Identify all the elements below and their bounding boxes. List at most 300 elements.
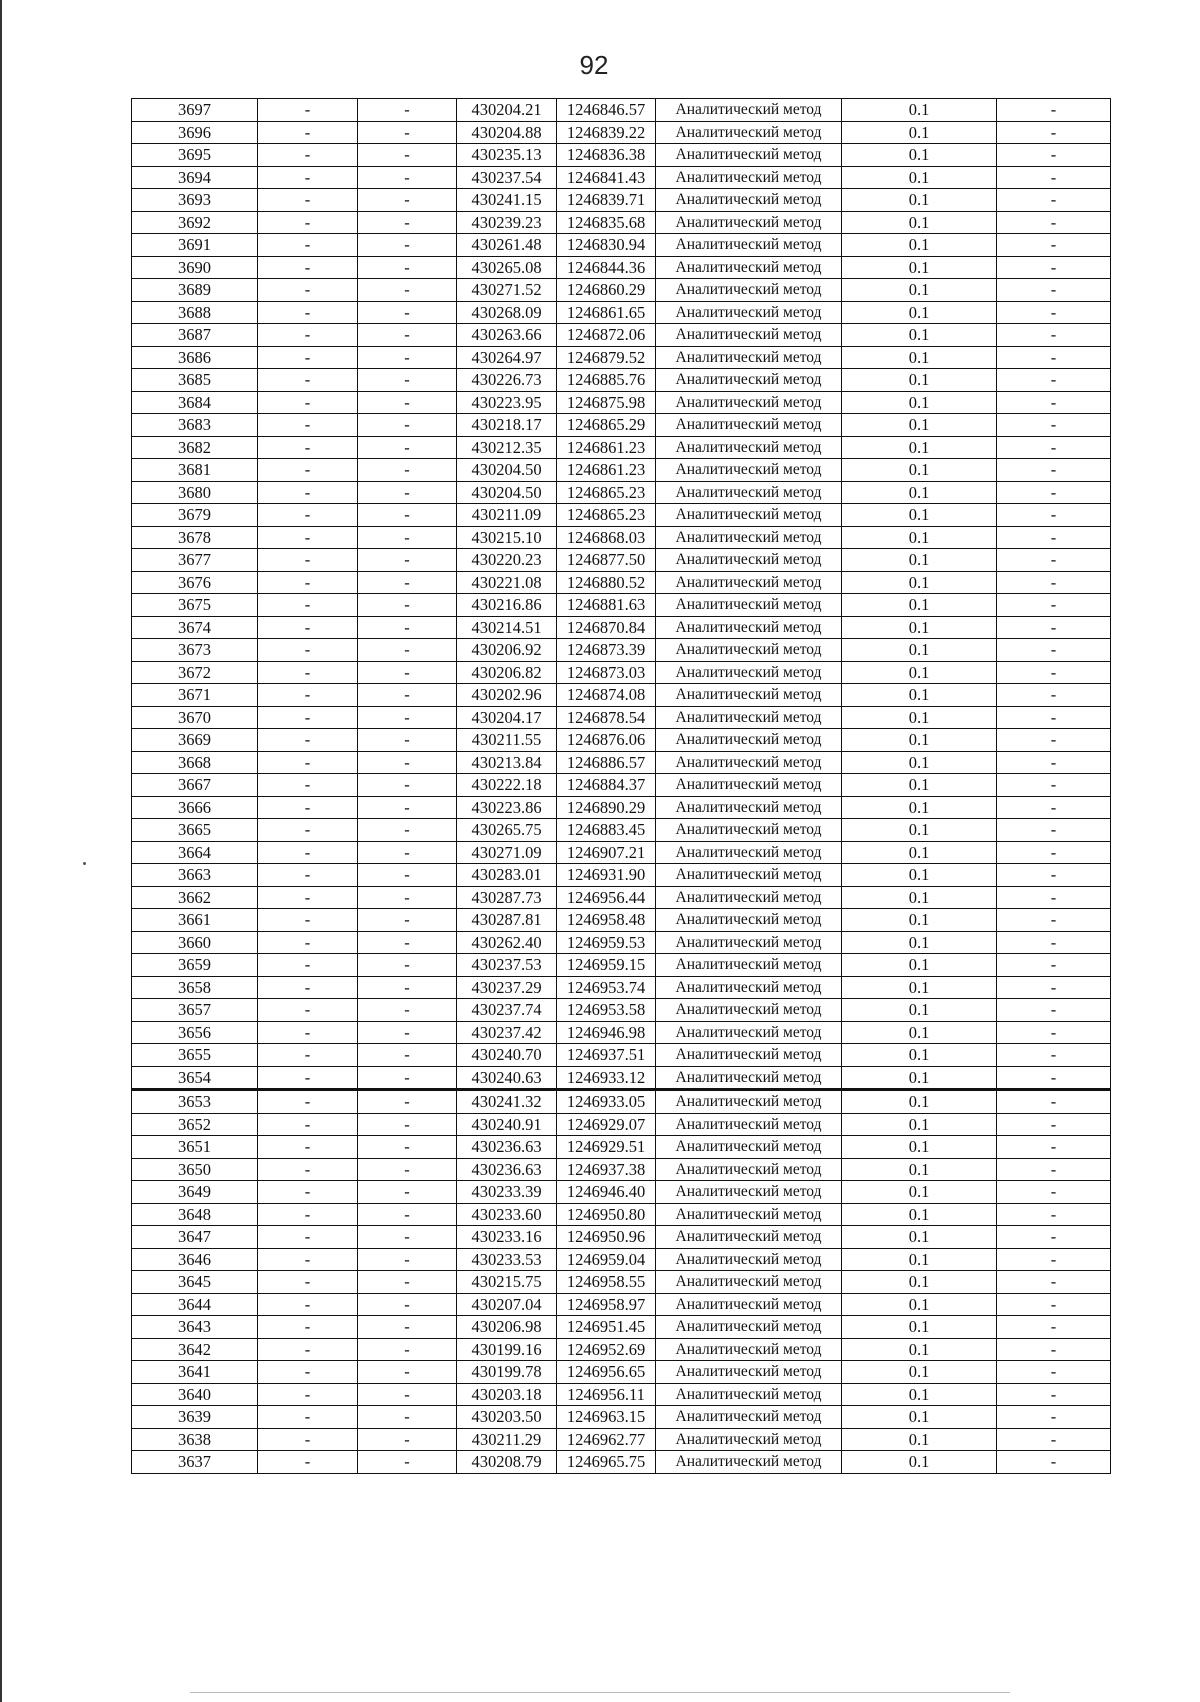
cell-col-h: - [997,1248,1111,1271]
table-row [132,1406,1111,1429]
table-row [132,1158,1111,1181]
cell-method: Аналитический метод [656,954,842,977]
cell-coord-y: 1246873.39 [557,639,656,662]
table-row [132,346,1111,369]
cell-point-number: 3640 [132,1383,258,1406]
cell-col-h: - [997,549,1111,572]
table-row [132,751,1111,774]
table-row [132,661,1111,684]
cell-col-b: - [258,1451,358,1474]
cell-col-b: - [258,751,358,774]
cell-point-number: 3671 [132,684,258,707]
cell-point-number: 3695 [132,144,258,167]
cell-method: Аналитический метод [656,256,842,279]
cell-col-h: - [997,931,1111,954]
table-row [132,1316,1111,1339]
cell-coord-y: 1246933.05 [557,1090,656,1114]
cell-coord-x: 430199.16 [457,1338,557,1361]
cell-method: Аналитический метод [656,481,842,504]
cell-accuracy: 0.1 [842,571,997,594]
cell-col-c: - [358,1316,457,1339]
table-row [132,166,1111,189]
cell-col-b: - [258,1044,358,1067]
cell-method: Аналитический метод [656,1406,842,1429]
cell-point-number: 3681 [132,459,258,482]
cell-point-number: 3655 [132,1044,258,1067]
cell-accuracy: 0.1 [842,144,997,167]
cell-coord-x: 430206.82 [457,661,557,684]
cell-col-h: - [997,571,1111,594]
table-row [132,1226,1111,1249]
cell-coord-x: 430211.55 [457,729,557,752]
table-body [132,99,1111,1474]
cell-coord-y: 1246839.22 [557,121,656,144]
cell-coord-x: 430233.53 [457,1248,557,1271]
cell-method: Аналитический метод [656,1136,842,1159]
cell-coord-y: 1246865.23 [557,481,656,504]
cell-col-h: - [997,954,1111,977]
cell-accuracy: 0.1 [842,931,997,954]
cell-point-number: 3650 [132,1158,258,1181]
cell-col-c: - [358,481,457,504]
cell-coord-x: 430204.17 [457,706,557,729]
cell-col-b: - [258,886,358,909]
cell-col-c: - [358,504,457,527]
cell-coord-y: 1246962.77 [557,1428,656,1451]
cell-method: Аналитический метод [656,1248,842,1271]
cell-col-c: - [358,819,457,842]
cell-method: Аналитический метод [656,684,842,707]
cell-col-h: - [997,1271,1111,1294]
cell-point-number: 3697 [132,99,258,122]
cell-point-number: 3659 [132,954,258,977]
cell-col-b: - [258,346,358,369]
cell-col-b: - [258,391,358,414]
cell-method: Аналитический метод [656,931,842,954]
cell-point-number: 3653 [132,1090,258,1114]
cell-col-b: - [258,684,358,707]
cell-method: Аналитический метод [656,1226,842,1249]
cell-col-h: - [997,1044,1111,1067]
cell-col-c: - [358,909,457,932]
cell-col-h: - [997,256,1111,279]
cell-col-b: - [258,481,358,504]
cell-method: Аналитический метод [656,729,842,752]
cell-coord-x: 430268.09 [457,301,557,324]
cell-col-c: - [358,1113,457,1136]
cell-col-c: - [358,729,457,752]
cell-col-c: - [358,1090,457,1114]
table-row [132,1021,1111,1044]
cell-method: Аналитический метод [656,234,842,257]
table-row [132,436,1111,459]
cell-accuracy: 0.1 [842,999,997,1022]
cell-col-b: - [258,234,358,257]
cell-coord-x: 430208.79 [457,1451,557,1474]
cell-coord-x: 430212.35 [457,436,557,459]
cell-coord-x: 430237.42 [457,1021,557,1044]
cell-method: Аналитический метод [656,1203,842,1226]
cell-method: Аналитический метод [656,144,842,167]
cell-col-h: - [997,346,1111,369]
cell-col-c: - [358,706,457,729]
cell-method: Аналитический метод [656,639,842,662]
cell-accuracy: 0.1 [842,1090,997,1114]
cell-col-c: - [358,234,457,257]
cell-point-number: 3696 [132,121,258,144]
cell-col-h: - [997,1113,1111,1136]
cell-coord-y: 1246929.51 [557,1136,656,1159]
cell-point-number: 3676 [132,571,258,594]
cell-col-c: - [358,1021,457,1044]
cell-col-c: - [358,841,457,864]
cell-method: Аналитический метод [656,774,842,797]
table-row [132,279,1111,302]
cell-col-b: - [258,1113,358,1136]
cell-col-h: - [997,481,1111,504]
cell-point-number: 3679 [132,504,258,527]
table-row [132,1248,1111,1271]
cell-method: Аналитический метод [656,1316,842,1339]
cell-col-b: - [258,706,358,729]
cell-accuracy: 0.1 [842,1271,997,1294]
table-row [132,1383,1111,1406]
cell-col-b: - [258,144,358,167]
cell-coord-y: 1246865.29 [557,414,656,437]
cell-accuracy: 0.1 [842,526,997,549]
cell-coord-x: 430237.53 [457,954,557,977]
cell-col-c: - [358,774,457,797]
cell-col-c: - [358,1158,457,1181]
cell-coord-x: 430199.78 [457,1361,557,1384]
cell-point-number: 3673 [132,639,258,662]
cell-point-number: 3682 [132,436,258,459]
cell-col-h: - [997,616,1111,639]
cell-coord-y: 1246956.44 [557,886,656,909]
cell-accuracy: 0.1 [842,234,997,257]
cell-coord-x: 430283.01 [457,864,557,887]
cell-accuracy: 0.1 [842,639,997,662]
cell-coord-x: 430226.73 [457,369,557,392]
cell-col-c: - [358,279,457,302]
cell-method: Аналитический метод [656,459,842,482]
cell-accuracy: 0.1 [842,886,997,909]
cell-coord-x: 430265.75 [457,819,557,842]
cell-accuracy: 0.1 [842,301,997,324]
left-scan-edge [0,0,2,1702]
cell-col-h: - [997,301,1111,324]
table-row [132,526,1111,549]
table-row [132,549,1111,572]
cell-col-c: - [358,1271,457,1294]
cell-coord-x: 430271.52 [457,279,557,302]
cell-method: Аналитический метод [656,571,842,594]
cell-coord-x: 430214.51 [457,616,557,639]
cell-coord-y: 1246877.50 [557,549,656,572]
cell-coord-x: 430203.18 [457,1383,557,1406]
cell-coord-x: 430236.63 [457,1136,557,1159]
cell-method: Аналитический метод [656,1338,842,1361]
cell-col-b: - [258,594,358,617]
cell-coord-x: 430222.18 [457,774,557,797]
table-row [132,1136,1111,1159]
cell-point-number: 3689 [132,279,258,302]
table-row [132,504,1111,527]
cell-point-number: 3644 [132,1293,258,1316]
cell-col-c: - [358,864,457,887]
cell-coord-x: 430240.91 [457,1113,557,1136]
cell-col-b: - [258,1181,358,1204]
cell-col-c: - [358,1293,457,1316]
cell-coord-y: 1246890.29 [557,796,656,819]
cell-method: Аналитический метод [656,211,842,234]
table-row [132,931,1111,954]
table-row [132,121,1111,144]
cell-method: Аналитический метод [656,796,842,819]
cell-coord-y: 1246844.36 [557,256,656,279]
cell-coord-y: 1246958.97 [557,1293,656,1316]
cell-col-h: - [997,369,1111,392]
cell-col-h: - [997,751,1111,774]
cell-method: Аналитический метод [656,1090,842,1114]
cell-col-c: - [358,121,457,144]
cell-col-b: - [258,1158,358,1181]
cell-accuracy: 0.1 [842,414,997,437]
cell-col-c: - [358,459,457,482]
cell-accuracy: 0.1 [842,751,997,774]
cell-coord-x: 430235.13 [457,144,557,167]
cell-coord-x: 430271.09 [457,841,557,864]
cell-coord-y: 1246861.23 [557,436,656,459]
cell-coord-y: 1246873.03 [557,661,656,684]
cell-method: Аналитический метод [656,1271,842,1294]
cell-method: Аналитический метод [656,549,842,572]
table-row [132,1203,1111,1226]
cell-col-h: - [997,639,1111,662]
cell-method: Аналитический метод [656,819,842,842]
cell-coord-y: 1246959.04 [557,1248,656,1271]
cell-method: Аналитический метод [656,189,842,212]
cell-method: Аналитический метод [656,279,842,302]
cell-col-b: - [258,121,358,144]
cell-coord-x: 430262.40 [457,931,557,954]
cell-point-number: 3666 [132,796,258,819]
cell-col-b: - [258,1406,358,1429]
cell-coord-y: 1246883.45 [557,819,656,842]
cell-method: Аналитический метод [656,1428,842,1451]
cell-point-number: 3690 [132,256,258,279]
table-row [132,1361,1111,1384]
cell-col-h: - [997,909,1111,932]
cell-accuracy: 0.1 [842,796,997,819]
table-row [132,391,1111,414]
cell-col-b: - [258,616,358,639]
table-row [132,1113,1111,1136]
table-row [132,1090,1111,1114]
cell-accuracy: 0.1 [842,99,997,122]
cell-col-b: - [258,459,358,482]
cell-col-h: - [997,841,1111,864]
cell-coord-x: 430221.08 [457,571,557,594]
cell-col-b: - [258,999,358,1022]
page-number: 92 [579,50,609,80]
cell-method: Аналитический метод [656,166,842,189]
cell-col-b: - [258,526,358,549]
cell-point-number: 3685 [132,369,258,392]
table-row [132,684,1111,707]
cell-col-b: - [258,796,358,819]
cell-method: Аналитический метод [656,886,842,909]
cell-coord-x: 430207.04 [457,1293,557,1316]
cell-point-number: 3678 [132,526,258,549]
cell-col-c: - [358,594,457,617]
cell-accuracy: 0.1 [842,864,997,887]
cell-point-number: 3641 [132,1361,258,1384]
cell-col-c: - [358,391,457,414]
cell-col-b: - [258,279,358,302]
cell-col-b: - [258,256,358,279]
cell-col-b: - [258,436,358,459]
table-row [132,256,1111,279]
cell-method: Аналитический метод [656,909,842,932]
cell-accuracy: 0.1 [842,594,997,617]
cell-col-h: - [997,1136,1111,1159]
table-row [132,706,1111,729]
cell-col-b: - [258,639,358,662]
cell-accuracy: 0.1 [842,481,997,504]
cell-coord-x: 430211.09 [457,504,557,527]
cell-point-number: 3643 [132,1316,258,1339]
table-row [132,886,1111,909]
cell-col-h: - [997,324,1111,347]
cell-coord-y: 1246956.11 [557,1383,656,1406]
cell-method: Аналитический метод [656,526,842,549]
cell-method: Аналитический метод [656,999,842,1022]
cell-accuracy: 0.1 [842,346,997,369]
cell-coord-y: 1246958.48 [557,909,656,932]
cell-col-h: - [997,1090,1111,1114]
cell-col-c: - [358,346,457,369]
cell-method: Аналитический метод [656,864,842,887]
cell-accuracy: 0.1 [842,504,997,527]
cell-col-h: - [997,166,1111,189]
cell-method: Аналитический метод [656,706,842,729]
cell-col-b: - [258,324,358,347]
cell-accuracy: 0.1 [842,1158,997,1181]
cell-point-number: 3664 [132,841,258,864]
cell-coord-x: 430233.60 [457,1203,557,1226]
cell-accuracy: 0.1 [842,369,997,392]
cell-point-number: 3691 [132,234,258,257]
cell-col-c: - [358,571,457,594]
cell-col-b: - [258,1248,358,1271]
cell-col-h: - [997,1158,1111,1181]
cell-col-c: - [358,954,457,977]
cell-col-c: - [358,639,457,662]
cell-accuracy: 0.1 [842,684,997,707]
cell-method: Аналитический метод [656,414,842,437]
cell-point-number: 3647 [132,1226,258,1249]
table-row [132,301,1111,324]
cell-accuracy: 0.1 [842,1066,997,1090]
cell-col-b: - [258,1090,358,1114]
cell-coord-y: 1246931.90 [557,864,656,887]
table-row [132,1293,1111,1316]
cell-col-c: - [358,301,457,324]
cell-col-b: - [258,1271,358,1294]
table-row [132,616,1111,639]
cell-method: Аналитический метод [656,1158,842,1181]
cell-coord-x: 430233.16 [457,1226,557,1249]
cell-accuracy: 0.1 [842,706,997,729]
cell-coord-x: 430287.73 [457,886,557,909]
cell-col-b: - [258,1428,358,1451]
cell-accuracy: 0.1 [842,1451,997,1474]
table-row [132,976,1111,999]
cell-point-number: 3665 [132,819,258,842]
cell-point-number: 3693 [132,189,258,212]
cell-method: Аналитический метод [656,1021,842,1044]
cell-coord-x: 430204.88 [457,121,557,144]
cell-coord-x: 430206.98 [457,1316,557,1339]
cell-col-c: - [358,661,457,684]
cell-coord-y: 1246937.38 [557,1158,656,1181]
table-row [132,211,1111,234]
cell-col-c: - [358,1383,457,1406]
cell-point-number: 3642 [132,1338,258,1361]
cell-coord-x: 430237.29 [457,976,557,999]
cell-method: Аналитический метод [656,1293,842,1316]
cell-col-h: - [997,661,1111,684]
cell-accuracy: 0.1 [842,211,997,234]
cell-accuracy: 0.1 [842,616,997,639]
cell-accuracy: 0.1 [842,166,997,189]
cell-method: Аналитический метод [656,1113,842,1136]
cell-col-h: - [997,976,1111,999]
cell-point-number: 3656 [132,1021,258,1044]
cell-col-c: - [358,256,457,279]
table-row [132,729,1111,752]
cell-col-b: - [258,369,358,392]
cell-accuracy: 0.1 [842,1021,997,1044]
cell-point-number: 3672 [132,661,258,684]
table-row [132,369,1111,392]
cell-coord-x: 430237.54 [457,166,557,189]
cell-col-h: - [997,886,1111,909]
cell-coord-x: 430211.29 [457,1428,557,1451]
cell-col-h: - [997,594,1111,617]
cell-col-h: - [997,189,1111,212]
cell-col-b: - [258,99,358,122]
cell-col-h: - [997,1406,1111,1429]
cell-coord-x: 430204.21 [457,99,557,122]
cell-point-number: 3639 [132,1406,258,1429]
cell-point-number: 3670 [132,706,258,729]
cell-col-c: - [358,1451,457,1474]
cell-col-h: - [997,504,1111,527]
cell-point-number: 3663 [132,864,258,887]
cell-col-h: - [997,436,1111,459]
cell-accuracy: 0.1 [842,1406,997,1429]
cell-coord-y: 1246933.12 [557,1066,656,1090]
cell-accuracy: 0.1 [842,661,997,684]
cell-accuracy: 0.1 [842,279,997,302]
cell-col-h: - [997,999,1111,1022]
cell-method: Аналитический метод [656,121,842,144]
cell-coord-y: 1246907.21 [557,841,656,864]
cell-coord-y: 1246959.15 [557,954,656,977]
table-row [132,594,1111,617]
